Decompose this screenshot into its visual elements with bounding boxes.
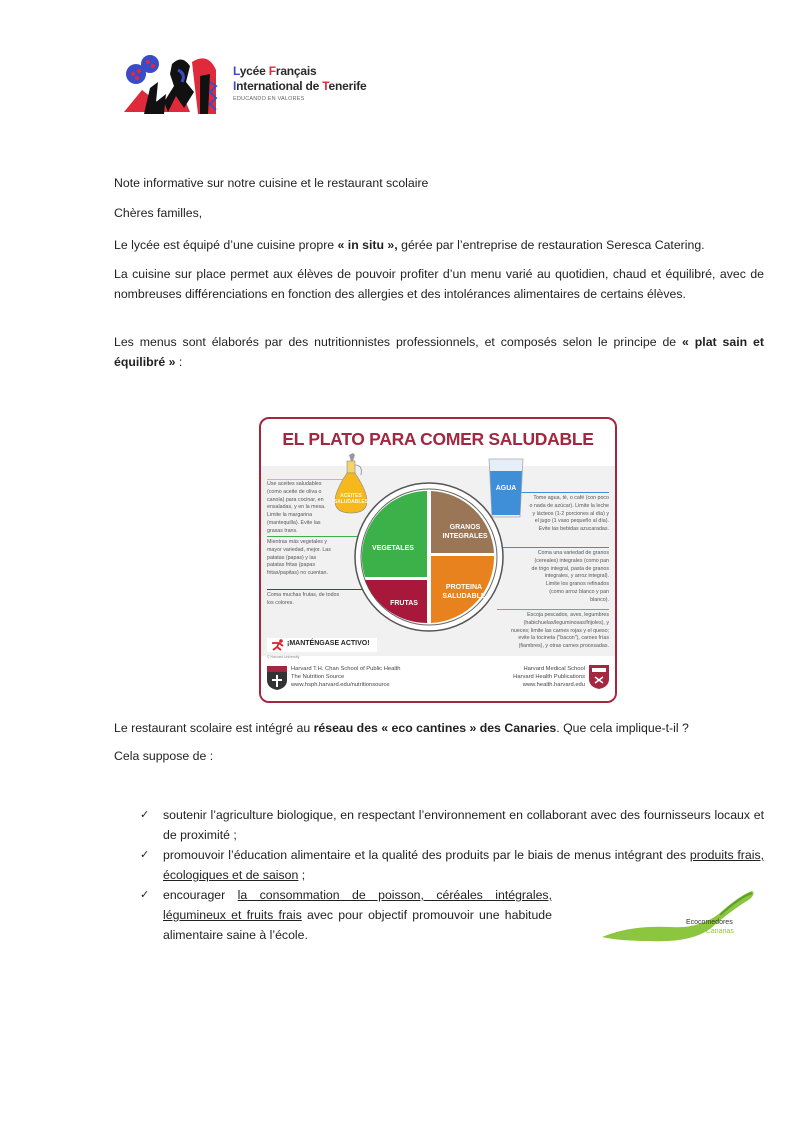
stay-active-badge: ¡MANTÉNGASE ACTIVO! bbox=[267, 638, 377, 652]
plate-segment-vegetables bbox=[362, 491, 427, 577]
segment-label-vegetables: VEGETALES bbox=[372, 545, 414, 552]
note-water: Tome agua, té, o café (con poco o nada de azúcar). Limite la leche y lácteos (1-2 porciones al día) y el jugo (1 vaso pequeño al día). Evite las bebidas azucaradas. bbox=[529, 495, 609, 533]
note-fruits: Coma muchas frutas, de todos los colores. bbox=[267, 592, 340, 606]
healthy-plate-infographic bbox=[259, 417, 617, 703]
paragraph-menu: La cuisine sur place permet aux élèves de pouvoir profiter d’un menu varié au quotidien, chaud et équilibré, avec de nombreuses différenciations en fonction des allergies et des intolérances alimentaires de certains élèves. bbox=[114, 267, 764, 301]
paragraph-kitchen: Le lycée est équipé d’une cuisine propre « in situ », gérée par l’entreprise de restauration Seresca Catering. bbox=[114, 238, 705, 252]
checkmark-icon: ✓ bbox=[140, 849, 150, 861]
running-person-icon bbox=[269, 639, 285, 651]
note-grains: Coma una variedad de granos (cereales) integrales (como pan de trigo integral, pasta de granos integrales, y arroz integral). Limite los granos refinados (como arroz blanco y pan blanco). bbox=[531, 550, 609, 603]
segment-label-grains: GRANOS INTEGRALES bbox=[442, 524, 488, 540]
school-slogan: EDUCANDO EN VALORES bbox=[233, 96, 305, 102]
list-item: ✓ soutenir l’agriculture biologique, en respectant l’environnement en collaborant avec des fournisseurs locaux et de proximité ; bbox=[136, 805, 764, 845]
ecocomedores-line1: Ecocomedores bbox=[686, 919, 733, 926]
plate-title: EL PLATO PARA COMER SALUDABLE bbox=[282, 429, 594, 449]
harvard-chan-shield-icon bbox=[267, 666, 287, 690]
school-logo-art bbox=[120, 52, 218, 118]
segment-label-protein: PROTEINA SALUDABLE bbox=[442, 584, 486, 600]
ecocomedores-logo bbox=[600, 885, 760, 945]
checkmark-icon: ✓ bbox=[140, 809, 150, 821]
paragraph-principle: Les menus sont élaborés par des nutritionnistes professionnels, et composés selon le principe de « plat sain et équilibré » : bbox=[114, 335, 764, 369]
greeting: Chères familles, bbox=[114, 206, 203, 220]
footer-right: Harvard Medical School Harvard Health Publications www.health.harvard.edu bbox=[513, 666, 585, 688]
school-logo bbox=[120, 50, 370, 122]
paragraph-eco-cantines: Le restaurant scolaire est intégré au réseau des « eco cantines » des Canaries. Que cela implique-t-il ? bbox=[114, 721, 689, 735]
list-item: ✓ promouvoir l’éducation alimentaire et la qualité des produits par le biais de menus intégrant des produits frais, écologiques et de saison ; bbox=[136, 845, 764, 885]
copyright-text: © Harvard University bbox=[267, 655, 300, 659]
harvard-medical-shield-icon bbox=[589, 665, 609, 689]
list-item: ✓ encourager la consommation de poisson, céréales intégrales, légumineux et fruits frais avec pour objectif promouvoir une habitude alimentaire saine à l’école. bbox=[136, 885, 552, 945]
school-name: Lycée Français International de Tenerife bbox=[233, 64, 367, 93]
note-oil: Use aceites saludables (como aceite de oliva o canola) para cocinar, en ensaladas, y en la mesa. Limite la margarina (mantequilla). Evite las grasas trans. bbox=[267, 481, 326, 534]
vegetables-connector-line bbox=[267, 536, 367, 537]
water-label: AGUA bbox=[495, 485, 517, 492]
plate-diagram bbox=[353, 481, 505, 633]
grains-connector-line bbox=[501, 547, 609, 548]
footer-left: Harvard T.H. Chan School of Public Health The Nutrition Source www.hsph.harvard.edu/nutritionsource bbox=[291, 666, 401, 688]
note-vegetables: Mientras más vegetales y mayor variedad, mejor. Las patatas (papas) y las patatas fritas (papas fritas/papitas) no cuentan. bbox=[267, 539, 331, 577]
note-protein: Escoja pescados, aves, legumbres (habichuelas/leguminosas/frijoles), y nueces; limite las carnes rojas y el queso; evite la tocineta ("bacon"), carnes frías (fiambres), y otras carnes procesadas. bbox=[510, 612, 609, 650]
document-title: Note informative sur notre cuisine et le restaurant scolaire bbox=[114, 176, 429, 190]
segment-label-fruits: FRUTAS bbox=[390, 600, 418, 607]
paragraph-suppose: Cela suppose de : bbox=[114, 749, 214, 763]
protein-connector-line bbox=[497, 609, 609, 610]
spoon-icon bbox=[600, 885, 760, 945]
checkmark-icon: ✓ bbox=[140, 889, 150, 901]
ecocomedores-line2: de Canarias bbox=[696, 928, 734, 935]
oil-label: ACEITES SALUDABLES bbox=[333, 493, 369, 505]
